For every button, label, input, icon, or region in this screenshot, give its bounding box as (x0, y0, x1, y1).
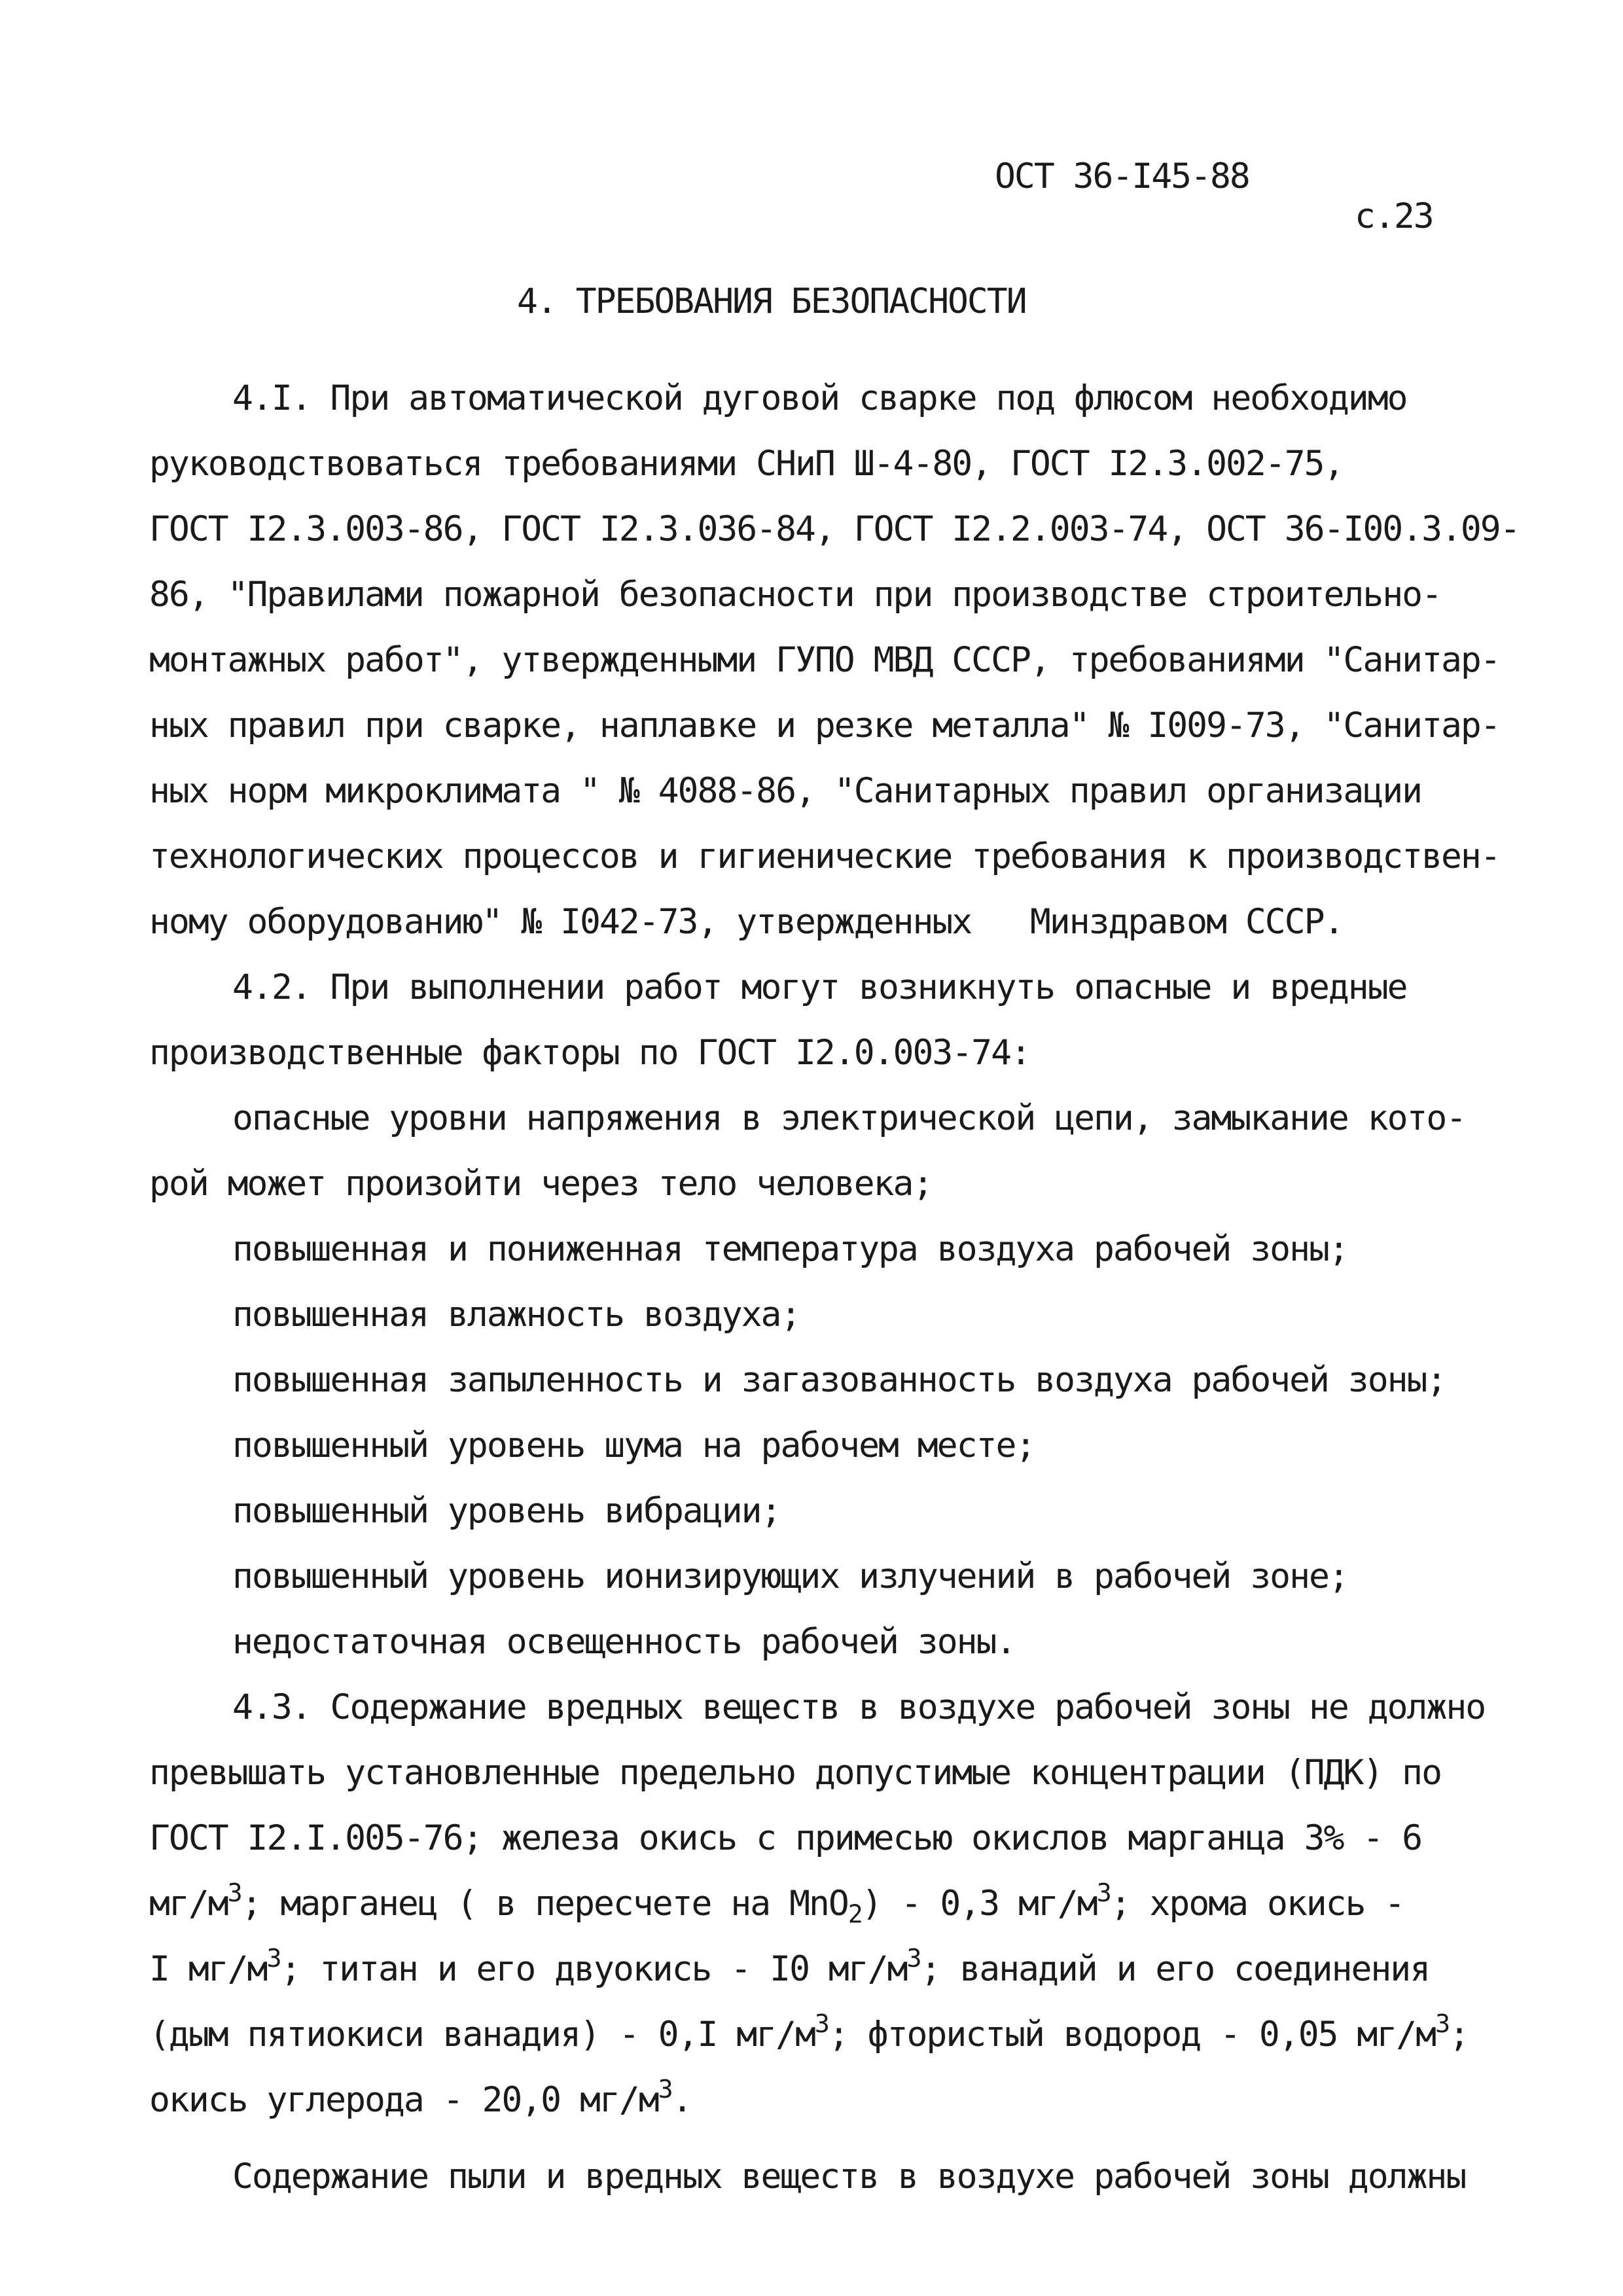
text-run: окись углерода - 20,0 мг/м (149, 2080, 658, 2120)
page-number: с.23 (1355, 196, 1433, 236)
hazard-list-item: повышенная запыленность и загазованность воздуха рабочей зоны; (232, 1360, 1446, 1400)
document-code: ОСТ 36-I45-88 (995, 156, 1249, 196)
paragraph-4-3-line: превышать установленные предельно допустимые концентрации (ПДК) по (149, 1753, 1441, 1793)
text-run: ; хрома окись - (1110, 1884, 1404, 1924)
paragraph-4-3-line: ГОСТ I2.I.005-76; железа окись с примесью окислов марганца 3% - 6 (149, 1818, 1422, 1858)
paragraph-dust-line: Содержание пыли и вредных веществ в воздухе рабочей зоны должны (232, 2157, 1466, 2197)
hazard-list-item: опасные уровни напряжения в электрической цепи, замыкание кото- (232, 1098, 1466, 1138)
text-run: мг/м (149, 1884, 228, 1924)
paragraph-4-1-line: 86, "Правилами пожарной безопасности при производстве строительно- (149, 575, 1441, 615)
paragraph-4-2-line: производственные факторы по ГОСТ I2.0.003-74: (149, 1033, 1030, 1073)
paragraph-4-1-line: руководствоваться требованиями СНиП Ш-4-80, ГОСТ I2.3.002-75, (149, 444, 1344, 484)
hazard-list-item: повышенный уровень ионизирующих излучений в рабочей зоне; (232, 1556, 1348, 1596)
text-run: ) - 0,3 мг/м (861, 1884, 1097, 1924)
text-run: I мг/м (149, 1949, 267, 1989)
superscript: 3 (906, 1944, 921, 1973)
paragraph-4-3-line: 4.3. Содержание вредных веществ в воздухе рабочей зоны не должно (232, 1687, 1486, 1727)
paragraph-4-1-line: ному оборудованию" № I042-73, утвержденных Минздравом СССР. (149, 902, 1344, 942)
paragraph-4-1-line: ГОСТ I2.3.003-86, ГОСТ I2.3.036-84, ГОСТ I2.2.003-74, ОСТ 36-I00.3.09- (149, 509, 1520, 549)
text-run: ; марганец ( в пересчете на MnO (241, 1884, 848, 1924)
text-run: ; титан и его двуокись - I0 мг/м (280, 1949, 907, 1989)
hazard-list-item: повышенная влажность воздуха; (232, 1295, 800, 1335)
superscript: 3 (1096, 1878, 1111, 1908)
paragraph-4-1-line: ных правил при сварке, наплавке и резке металла" № I009-73, "Санитар- (149, 706, 1500, 745)
paragraph-4-3-line (149, 2075, 692, 2120)
paragraph-4-3-line (149, 1878, 1404, 1929)
paragraph-4-1-line: ных норм микроклимата " № 4088-86, "Санитарных правил организации (149, 771, 1422, 811)
text-run: ; ванадий и его соединения (920, 1949, 1430, 1989)
superscript: 3 (227, 1878, 241, 1908)
hazard-list-item: повышенный уровень шума на рабочем месте; (232, 1426, 1035, 1465)
superscript: 3 (1435, 2009, 1450, 2039)
superscript: 3 (266, 1944, 281, 1973)
hazard-list-item: недостаточная освещенность рабочей зоны. (232, 1622, 1016, 1662)
subscript: 2 (847, 1899, 862, 1929)
paragraph-4-2-line: 4.2. При выполнении работ могут возникнуть опасные и вредные (232, 967, 1407, 1007)
superscript: 3 (814, 2009, 829, 2039)
paragraph-4-1-line: монтажных работ", утвержденными ГУПО МВД СССР, требованиями "Санитар- (149, 640, 1500, 680)
paragraph-4-3-line (149, 1944, 1430, 1989)
text-run: . (671, 2080, 692, 2120)
paragraph-4-1-line: 4.I. При автоматической дуговой сварке под флюсом необходимо (232, 378, 1407, 418)
page-header (995, 117, 1433, 276)
text-run: ; фтористый водород - 0,05 мг/м (828, 2015, 1436, 2054)
text-run: (дым пятиокиси ванадия) - 0,I мг/м (149, 2015, 815, 2054)
hazard-list-item: рой может произойти через тело человека; (149, 1164, 933, 1204)
superscript: 3 (658, 2075, 672, 2104)
text-run: ; (1449, 2015, 1469, 2054)
paragraph-4-1-line: технологических процессов и гигиенические требования к производствен- (149, 836, 1500, 876)
hazard-list-item: повышенная и пониженная температура воздуха рабочей зоны; (232, 1229, 1348, 1269)
paragraph-4-3-line (149, 2009, 1469, 2054)
section-title: 4. ТРЕБОВАНИЯ БЕЗОПАСНОСТИ (517, 281, 1026, 321)
hazard-list-item: повышенный уровень вибрации; (232, 1491, 781, 1531)
